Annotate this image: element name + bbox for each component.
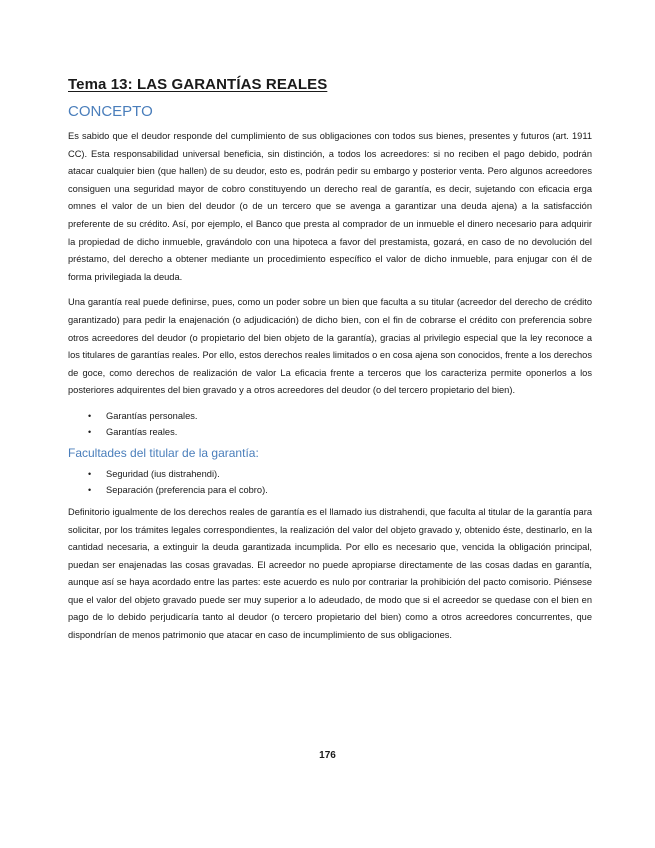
list-item bbox=[82, 482, 592, 498]
paragraph-3: Definitorio igualmente de los derechos reales de garantía es el llamado ius distrahendi, que faculta al titular de la garantía para solicitar, por los trámites legales correspondientes, la realización del valor del objeto gravado y, obtenido éste, destinarlo, en la cantidad necesaria, a extinguir la deuda garantizada incumplida. Por ello es necesario que, vencida la obligación principal, puedan ser enajenadas las cosas gravadas. El acreedor no puede apropiarse directamente de las cosas dadas en garantía, aunque así se haya acordado entre las partes: este acuerdo es nulo por contrariar la prohibición del pacto comisorio. Piénsese que el valor del objeto gravado puede ser muy superior a lo adeudado, de modo que si el acreedor se quedase con el bien en pago de lo debido perjudicaría tanto al deudor (o tercero propietario del bien) como a otros acreedores concurrentes, que dispondrían de menos patrimonio que atacar en caso de incumplimiento de sus obligaciones. bbox=[68, 506, 592, 641]
page-content bbox=[68, 76, 592, 653]
section-heading-concepto: CONCEPTO bbox=[68, 103, 153, 120]
guarantee-types-list bbox=[68, 408, 592, 440]
list-item bbox=[82, 424, 592, 440]
bullet-icon: • bbox=[88, 468, 92, 479]
subheading-facultades: Facultades del titular de la garantía: bbox=[68, 445, 259, 460]
page-title: Tema 13: LAS GARANTÍAS REALES bbox=[68, 76, 328, 93]
page-number: 176 bbox=[319, 750, 336, 761]
list-item-text: Seguridad (ius distrahendi). bbox=[106, 468, 220, 479]
list-item-text: Garantías reales. bbox=[106, 426, 178, 437]
list-item bbox=[82, 408, 592, 424]
list-item-text: Separación (preferencia para el cobro). bbox=[106, 484, 268, 495]
bullet-icon: • bbox=[88, 426, 92, 437]
bullet-icon: • bbox=[88, 410, 92, 421]
faculties-list bbox=[68, 466, 592, 498]
paragraph-1: Es sabido que el deudor responde del cumplimiento de sus obligaciones con todos sus bienes, presentes y futuros (art. 1911 CC). Esta responsabilidad universal beneficia, sin distinción, a todos los acreedores: si no reciben el pago debido, podrán atacar cualquier bien (que hallen) de su deudor, esto es, podrán pedir su embargo y posterior venta. Pero algunos acreedores consiguen una seguridad mayor de cobro constituyendo un derecho real de garantía, es decir, sujetando con eficacia erga omnes el valor de un bien del deudor (o de un tercero que se avenga a garantizar una deuda ajena) a la satisfacción preferente de su crédito. Así, por ejemplo, el Banco que presta al comprador de un inmueble el dinero necesario para adquirir la propiedad de dicho inmueble, gravándolo con una hipoteca a favor del prestamista, gozará, en caso de no devolución del préstamo, del derecho a obtener mediante un procedimiento específico el valor de dicho inmueble, para enjugar con él de forma privilegiada la deuda. bbox=[68, 131, 592, 282]
paragraph-2: Una garantía real puede definirse, pues, como un poder sobre un bien que faculta a su titular (acreedor del derecho de crédito garantizado) para pedir la enajenación (o adjudicación) de dicho bien, con el fin de cobrarse el crédito con preferencia sobre otros acreedores del deudor (o propietario del bien objeto de la garantía), gracias al privilegio especial que la ley reconoce a los titulares de garantías reales. Por ello, estos derechos reales limitados o en cosa ajena son conocidos, frente a los derechos de goce, como derechos de realización de valor La eficacia frente a terceros que los caracteriza permite oponerlos a los posteriores adquirentes del bien gravado y a otros acreedores del deudor (o del tercero propietario del bien). bbox=[68, 297, 592, 396]
bullet-icon: • bbox=[88, 484, 92, 495]
list-item-text: Garantías personales. bbox=[106, 410, 198, 421]
list-item bbox=[82, 466, 592, 482]
